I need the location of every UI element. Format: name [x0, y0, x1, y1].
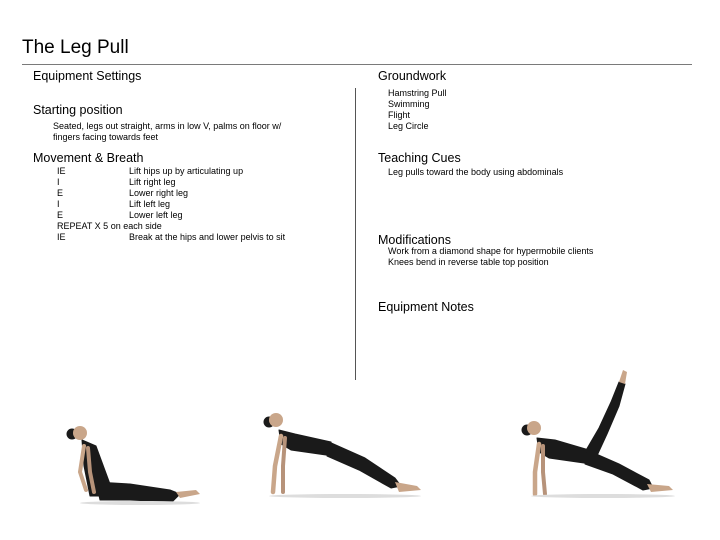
foot: [176, 490, 200, 498]
movement-row: [57, 221, 347, 232]
head: [73, 426, 87, 440]
arm: [535, 444, 539, 494]
groundwork-item: Hamstring Pull: [388, 88, 447, 98]
movement-row: [57, 210, 347, 221]
floor-shadow: [531, 494, 675, 498]
movement-action: Lift right leg: [129, 177, 176, 187]
movement-action: Lift hips up by articulating up: [129, 166, 244, 176]
arm: [543, 446, 545, 494]
movement-action: Break at the hips and lower pelvis to sit: [129, 232, 286, 242]
arm: [273, 436, 281, 492]
movement-action: Lift left leg: [129, 199, 171, 209]
exercise-figure-leg-lift: [515, 368, 685, 500]
starting-position-text: [53, 121, 281, 143]
foot: [619, 370, 627, 384]
breath-cue: I: [57, 177, 60, 187]
movement-action: Lower right leg: [129, 188, 189, 198]
teaching-cue-text: Leg pulls toward the body using abdominals: [388, 167, 564, 177]
starting-position-line-2: fingers facing towards feet: [53, 132, 159, 142]
repeat-note: REPEAT X 5 on each side: [57, 221, 162, 231]
exercise-figure-seated: [60, 410, 220, 505]
breath-cue: I: [57, 199, 60, 209]
groundwork-item: Flight: [388, 110, 411, 120]
equipment-settings-heading: Equipment Settings: [33, 69, 142, 83]
exercise-figure-reverse-plank: [255, 400, 430, 500]
breath-cue: IE: [57, 232, 66, 242]
breath-cue: IE: [57, 166, 66, 176]
teaching-cues-heading: Teaching Cues: [378, 151, 461, 165]
groundwork-item: Leg Circle: [388, 121, 429, 131]
breath-cue: E: [57, 210, 64, 220]
movement-action: Lower left leg: [129, 210, 183, 220]
starting-position-heading: Starting position: [33, 103, 123, 117]
movement-row: [57, 166, 347, 177]
foot: [395, 482, 421, 492]
movement-row: [57, 177, 347, 188]
modifications-heading: Modifications: [378, 233, 451, 247]
foot: [647, 484, 673, 492]
starting-position-line-1: Seated, legs out straight, arms in low V, palms on floor w/: [53, 121, 282, 131]
movement-row: [57, 232, 347, 243]
modification-item: Work from a diamond shape for hypermobile clients: [388, 246, 594, 256]
movement-row: [57, 199, 347, 210]
floor-shadow: [80, 501, 200, 505]
groundwork-heading: Groundwork: [378, 69, 447, 83]
head: [269, 413, 283, 427]
title-divider: [22, 64, 692, 65]
equipment-notes-heading: Equipment Notes: [378, 300, 474, 314]
page-title: The Leg Pull: [22, 37, 129, 58]
movement-breath-heading: Movement & Breath: [33, 151, 144, 165]
head: [527, 421, 541, 435]
breath-cue: E: [57, 188, 64, 198]
groundwork-list: [388, 88, 447, 132]
modification-item: Knees bend in reverse table top position: [388, 257, 549, 267]
arm: [283, 438, 285, 492]
floor-shadow: [269, 494, 421, 498]
movement-list: [57, 166, 347, 243]
movement-row: [57, 188, 347, 199]
groundwork-item: Swimming: [388, 99, 430, 109]
modifications-list: [388, 246, 593, 268]
column-divider: [355, 88, 356, 380]
